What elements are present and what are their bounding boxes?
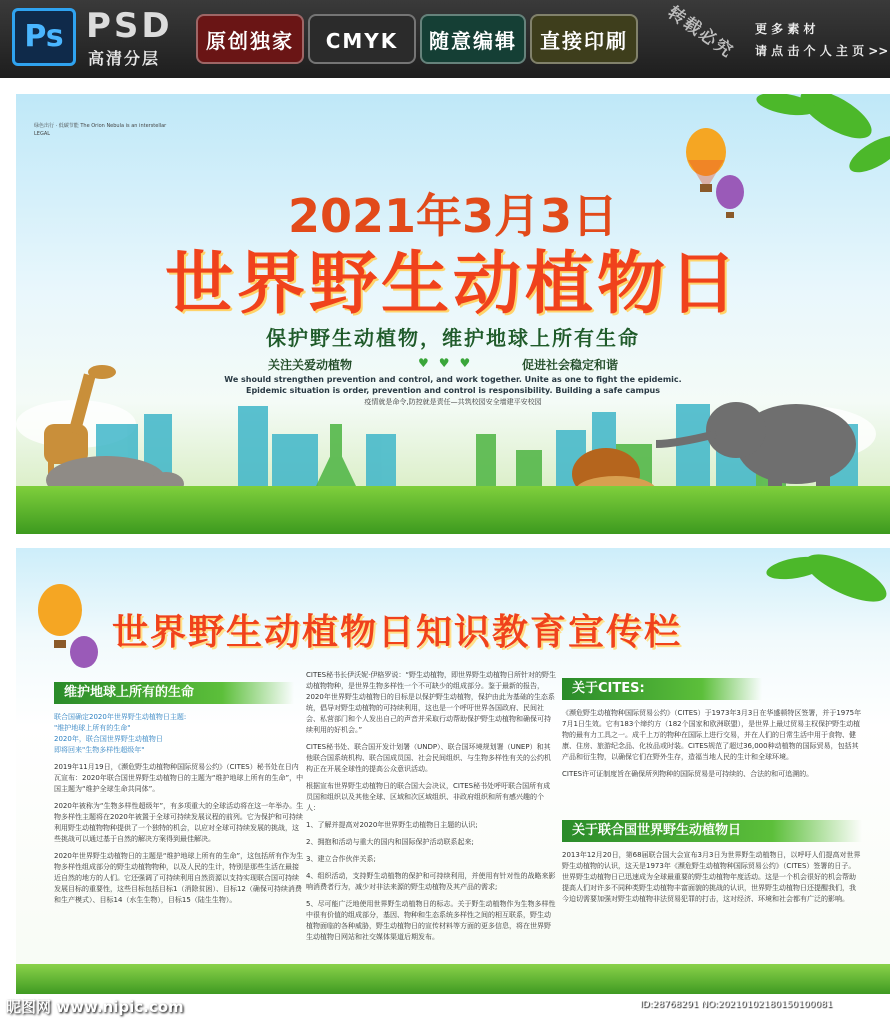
column-3 [562,708,862,786]
small-caption: 绿色出行 · 低碳节能 The Orion Nebula is an interstellar LEGAL [34,123,167,137]
heart-icons: ♥♥♥ [418,356,481,370]
leaves-decoration [755,94,890,179]
highlight-1: 联合国确定2020年世界野生动植物日主题: "维护地球上所有的生命" 2020年，联合国世界野生动植物日 即将回来"生物多样性超级年" [54,713,187,754]
tag-editable: 随意编辑 [420,14,526,64]
event-date: 2021年3月3日 [287,189,619,243]
paragraph: 《濒危野生动植物种国际贸易公约》（CITES）于1973年3月3日在华盛顿特区签署，并于1975年7月1日生效。它有183个缔约方（182个国家和欧洲联盟），是世界上最过贸易主权保护野生动植物的最有力工具之一。成千上万的物种在国际上进行交易，并在人们的日常生活中用于食物、健康、住房、旅游纪念品、化妆品或时装。CITES规范了超过36,000种动植物的国际贸易，包括其产品和衍生物，以确保它们在野外生存，造福当地人民的生计和全球环境。 [562,709,862,761]
paragraph: 2020年世界野生动植物日的主题是“维护地球上所有的生命”，这包括所有作为生物多样性组成部分的野生动植物物种，以及人民的生计，特别是那些生活在最接近自然的地方的人们。它还强调了可持续利用自然资源以支持实现联合国可持续发展目标的重要性，这些目标包括目标1（消除贫困）、目标12（确保可持续消费和生产模式）、目标14（水生生物），目标15（陆生生物）。 [54,852,304,904]
knowledge-board [16,548,890,994]
watermark-id: ID:28768291 NO:20210102180150100081 [640,1000,833,1010]
slogan-right-phrase: 促进社会稳定和谐 [522,358,619,372]
list-item: 5、尽可能广泛地使用世界野生动植物日的标志。关于野生动植物作为生物多样性中很有价值的组成部分，基因、物种和生态系统多样性之间的相互联系，野生动植物面临的各种威胁，野生动植物日的宣传材料等方面的更多信息，将在世界野生动植物日网站和社交媒体渠道后期发布。 [306,900,556,941]
section-head-un-day: 关于联合国世界野生动植物日 [562,820,862,842]
paragraph: CITES秘书长伊沃妮·伊格罗说：“野生动植物，即世界野生动植物日所针对的野生动植物物种，是世界生物多样性一个不可缺少的组成部分。鉴于最新的报告，2020年世界野生动植物日的目标是以保护野生动植物，保护由此为基础的生态系统，倡导对野生动植物的可持续利用，这也是一个呼吁世界各国政府、民间社会、私营部门和个人发出自己的声音并采取行动帮助保护野生动植物和确保可持续利用的好机会。” [306,671,556,734]
column-2 [306,670,556,949]
grass-strip [16,964,890,994]
english-line-2: Epidemic situation is order, prevention and control is responsibility. Building a safe campus [245,386,660,395]
section-head-life: 维护地球上所有的生命 [54,682,294,704]
grass-strip [16,486,890,534]
section-head-cites: 关于CITES: [562,678,762,700]
more-materials-label[interactable]: 更 多 素 材 [755,22,816,36]
paragraph: 2020年被称为“生物多样性超级年”，有多项重大的全球活动将在这一年举办。生物多样性主题将在2020年被置于全球可持续发展议程的前列。它为保护和可持续利用野生动植物物种提供了一个独特的机会，以应对全球可持续发展的挑战，这些挑战可以通过基于自然的解决方案得到最佳解决。 [54,802,304,843]
slogan-left-phrase: 关注关爱动植物 [268,358,353,372]
copyright-stamp: 转载必究 [663,2,738,63]
board-title: 世界野生动植物日知识教育宣传栏 [112,612,683,653]
column-4 [562,850,862,911]
header-bar [0,0,890,78]
paragraph: 根据宣布世界野生动植物日的联合国大会决议，CITES秘书处呼吁联合国所有成员国和组织以及其他全球、区域和次区域组织、非政府组织和所有感兴趣的个人： [306,782,551,812]
photoshop-logo: Ps [12,8,76,66]
tag-print: 直接印刷 [530,14,638,64]
tag-original: 原创独家 [196,14,304,64]
hot-air-balloon-icon [38,584,82,648]
paragraph: 2019年11月19日，《濒危野生动植物种国际贸易公约》（CITES）秘书处在日内瓦宣布：2020年联合国世界野生动植物日的主题为“维护地球上所有的生命”，中国主题为“维护全球生命共同体”。 [54,763,304,793]
paragraph: CITES秘书处、联合国开发计划署（UNDP）、联合国环境规划署（UNEP）和其他联合国系统机构、联合国成员国、社会民间组织、与生物多样性有关的公约机构正在开展全球性的提高公众意识活动。 [306,743,551,773]
epidemic-note: 疫情就是命令,防控就是责任—共筑校园安全墙建平安校园 [364,398,542,406]
paragraph: 2013年12月20日，第68届联合国大会宣布3月3日为世界野生动植物日，以呼吁人们提高对世界野生动植物的认识，这天是1973年《濒危野生动植物种国际贸易公约》（CITES）签署的日子。世界野生动植物日已迅速成为全球最重要的野生动植物年度活动。这是一个机会很好的机会帮助提高人们对许多不同种类野生动植物丰富面貌的挑战的认识，世界野生动植物日还提醒我们，我今迫切需要加强对野生动植物非法贸易犯罪的打击，这对经济、环境和社会都有广泛的影响。 [562,851,861,903]
poster-title: 世界野生动植物日 [164,245,741,324]
psd-label: PSD [86,6,173,46]
leaves-decoration [765,548,890,611]
column-1 [54,712,304,912]
list-item: 4、组织活动，支持野生动植物的保护和可持续利用，并使用有针对性的战略来影响消费者行为，减少对非法来源的野生动植物及其产品的需求; [306,872,556,891]
psd-subtitle: 高清分层 [88,49,161,68]
list-item: 3、建立合作伙伴关系; [306,855,376,863]
purple-balloon-icon [70,636,98,668]
list-item: 2、拥抱和活动与重大的国内和国际保护活动联系起来; [306,838,474,846]
tag-cmyk: CMYK [308,14,416,64]
poster-slogan: 保护野生动植物，维护地球上所有生命 [266,326,640,350]
banner-poster [16,94,890,534]
watermark-logo: 昵图网 www.nipic.com [6,998,184,1016]
list-item: 1、了解并提高对2020年世界野生动植物日主题的认识; [306,821,478,829]
paragraph: CITES许可证制度旨在确保所列物种的国际贸易是可持续的、合法的和可追溯的。 [562,770,814,778]
english-line-1: We should strengthen prevention and control, and work together. Unite as one to fight the epidemic. [224,375,682,384]
homepage-link[interactable]: 请 点 击 个 人 主 页 >> [755,44,889,58]
